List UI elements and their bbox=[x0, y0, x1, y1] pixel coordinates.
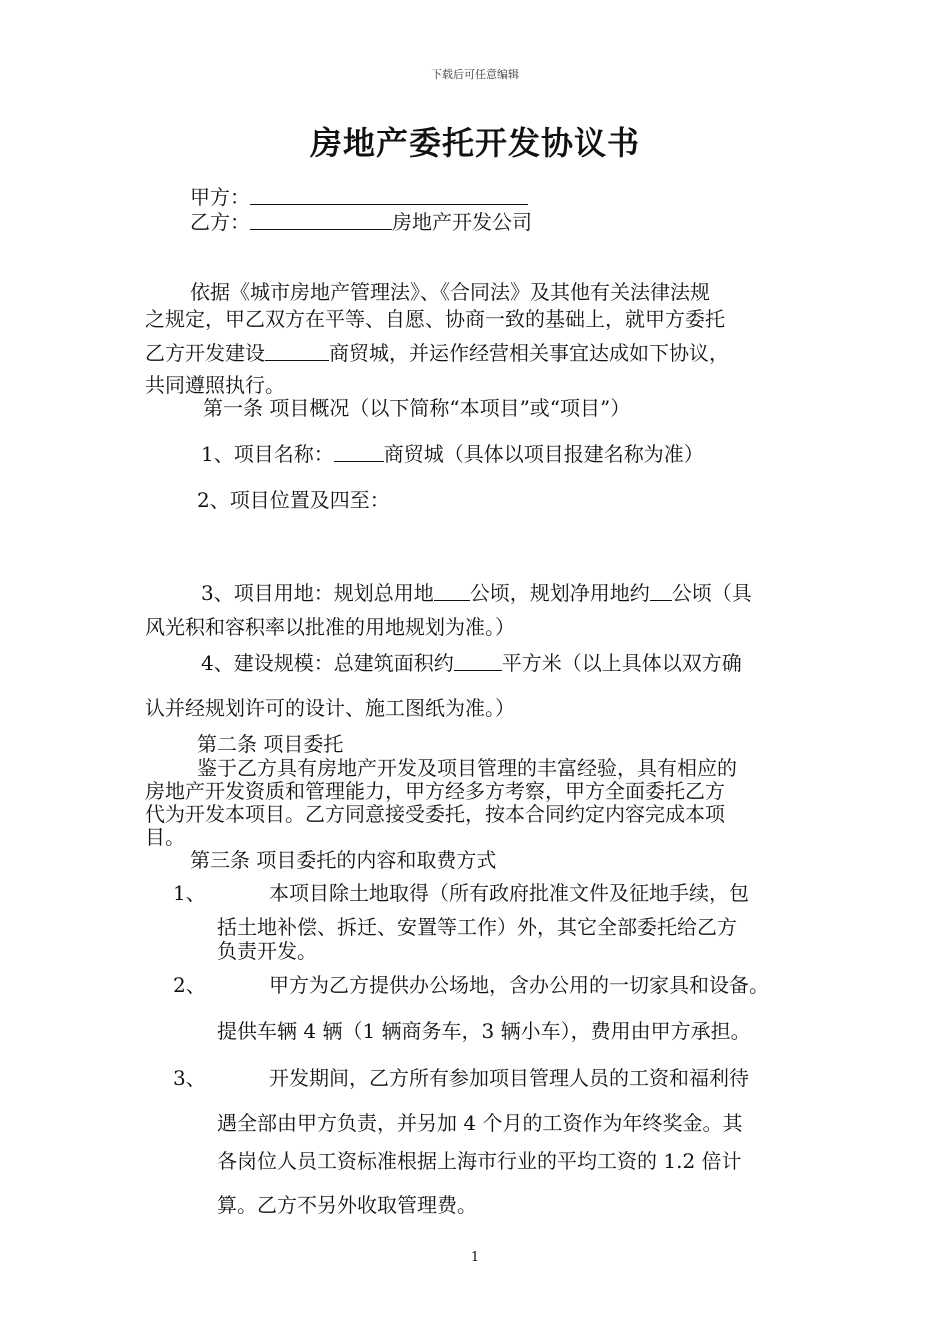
party-b-line bbox=[190, 209, 532, 235]
party-a-blank[interactable] bbox=[250, 186, 528, 205]
party-b-blank[interactable] bbox=[250, 211, 392, 230]
party-a-label: 甲方： bbox=[190, 185, 250, 209]
item1-label: 1、项目名称： bbox=[201, 442, 334, 466]
item3-blank-1[interactable] bbox=[434, 582, 470, 601]
article2-heading: 第二条 项目委托 bbox=[197, 732, 344, 756]
article2-line-4: 目。 bbox=[145, 825, 185, 849]
item-text: 本项目除土地取得（所有政府批准文件及征地手续，包 bbox=[269, 881, 749, 905]
article3-heading: 第三条 项目委托的内容和取费方式 bbox=[190, 848, 497, 872]
intro-line-4: 共同遵照执行。 bbox=[145, 373, 285, 397]
item-text: 开发期间，乙方所有参加项目管理人员的工资和福利待 bbox=[269, 1066, 749, 1090]
item-number: 3、 bbox=[173, 1066, 206, 1090]
article3-item3-line1 bbox=[173, 1065, 749, 1091]
item3-text-b: 公顷，规划净用地约 bbox=[469, 581, 650, 605]
document-title: 房地产委托开发协议书 bbox=[309, 124, 640, 162]
intro-line-3-b: 商贸城，并运作经营相关事宜达成如下协议， bbox=[329, 341, 729, 365]
item-text: 甲方为乙方提供办公场地，含办公用的一切家具和设备。 bbox=[269, 973, 769, 997]
article2-line-1: 鉴于乙方具有房地产开发及项目管理的丰富经验，具有相应的 bbox=[197, 756, 737, 780]
item3-blank-2[interactable] bbox=[650, 582, 672, 601]
article1-item4-line2: 认并经规划许可的设计、施工图纸为准。） bbox=[145, 696, 515, 720]
page-number: 1 bbox=[470, 1250, 480, 1265]
article1-item2: 2、项目位置及四至： bbox=[197, 488, 390, 512]
item3-text-a: 3、项目用地：规划总用地 bbox=[201, 581, 434, 605]
item-number: 2、 bbox=[173, 973, 206, 997]
article1-item1 bbox=[201, 441, 704, 467]
page-header: 下载后可任意编辑 bbox=[431, 68, 519, 81]
intro-line-3 bbox=[145, 340, 729, 366]
item-number: 1、 bbox=[173, 881, 206, 905]
article1-item3 bbox=[201, 580, 752, 606]
article3-item3-line2: 遇全部由甲方负责，并另加 4 个月的工资作为年终奖金。其 bbox=[217, 1111, 743, 1135]
intro-line-1: 依据《城市房地产管理法》、《合同法》及其他有关法律法规 bbox=[190, 280, 710, 304]
party-b-label: 乙方： bbox=[190, 210, 250, 234]
article3-item2-line2: 提供车辆 4 辆（1 辆商务车，3 辆小车），费用由甲方承担。 bbox=[217, 1019, 751, 1043]
project-name-blank[interactable] bbox=[265, 342, 329, 361]
item1-text: 商贸城（具体以项目报建名称为准） bbox=[383, 442, 704, 466]
article1-heading: 第一条 项目概况（以下简称“本项目”或“项目”） bbox=[203, 396, 631, 420]
item4-text-a: 4、建设规模：总建筑面积约 bbox=[201, 651, 454, 675]
article1-item4 bbox=[201, 650, 742, 676]
article2-line-3: 代为开发本项目。乙方同意接受委托，按本合同约定内容完成本项 bbox=[145, 802, 725, 826]
article3-item1-line2: 括土地补偿、拆迁、安置等工作）外，其它全部委托给乙方 bbox=[217, 915, 737, 939]
party-a-line bbox=[190, 184, 528, 210]
article3-item1-line1 bbox=[173, 880, 749, 906]
item1-blank[interactable] bbox=[334, 443, 384, 462]
item4-blank[interactable] bbox=[454, 652, 502, 671]
item4-text-b: 平方米（以上具体以双方确 bbox=[501, 651, 742, 675]
intro-line-2: 之规定，甲乙双方在平等、自愿、协商一致的基础上，就甲方委托 bbox=[145, 307, 725, 331]
article2-line-2: 房地产开发资质和管理能力，甲方经多方考察，甲方全面委托乙方 bbox=[145, 779, 725, 803]
article3-item3-line3: 各岗位人员工资标准根据上海市行业的平均工资的 1.2 倍计 bbox=[217, 1149, 742, 1173]
article3-item3-line4: 算。乙方不另外收取管理费。 bbox=[217, 1193, 477, 1217]
intro-line-3-a: 乙方开发建设 bbox=[145, 341, 265, 365]
article1-item3-line2: 风光积和容积率以批准的用地规划为准。） bbox=[145, 615, 515, 639]
item3-text-c: 公顷（具 bbox=[671, 581, 752, 605]
party-b-suffix: 房地产开发公司 bbox=[392, 210, 532, 234]
article3-item1-line3: 负责开发。 bbox=[217, 939, 317, 963]
article3-item2-line1 bbox=[173, 972, 769, 998]
